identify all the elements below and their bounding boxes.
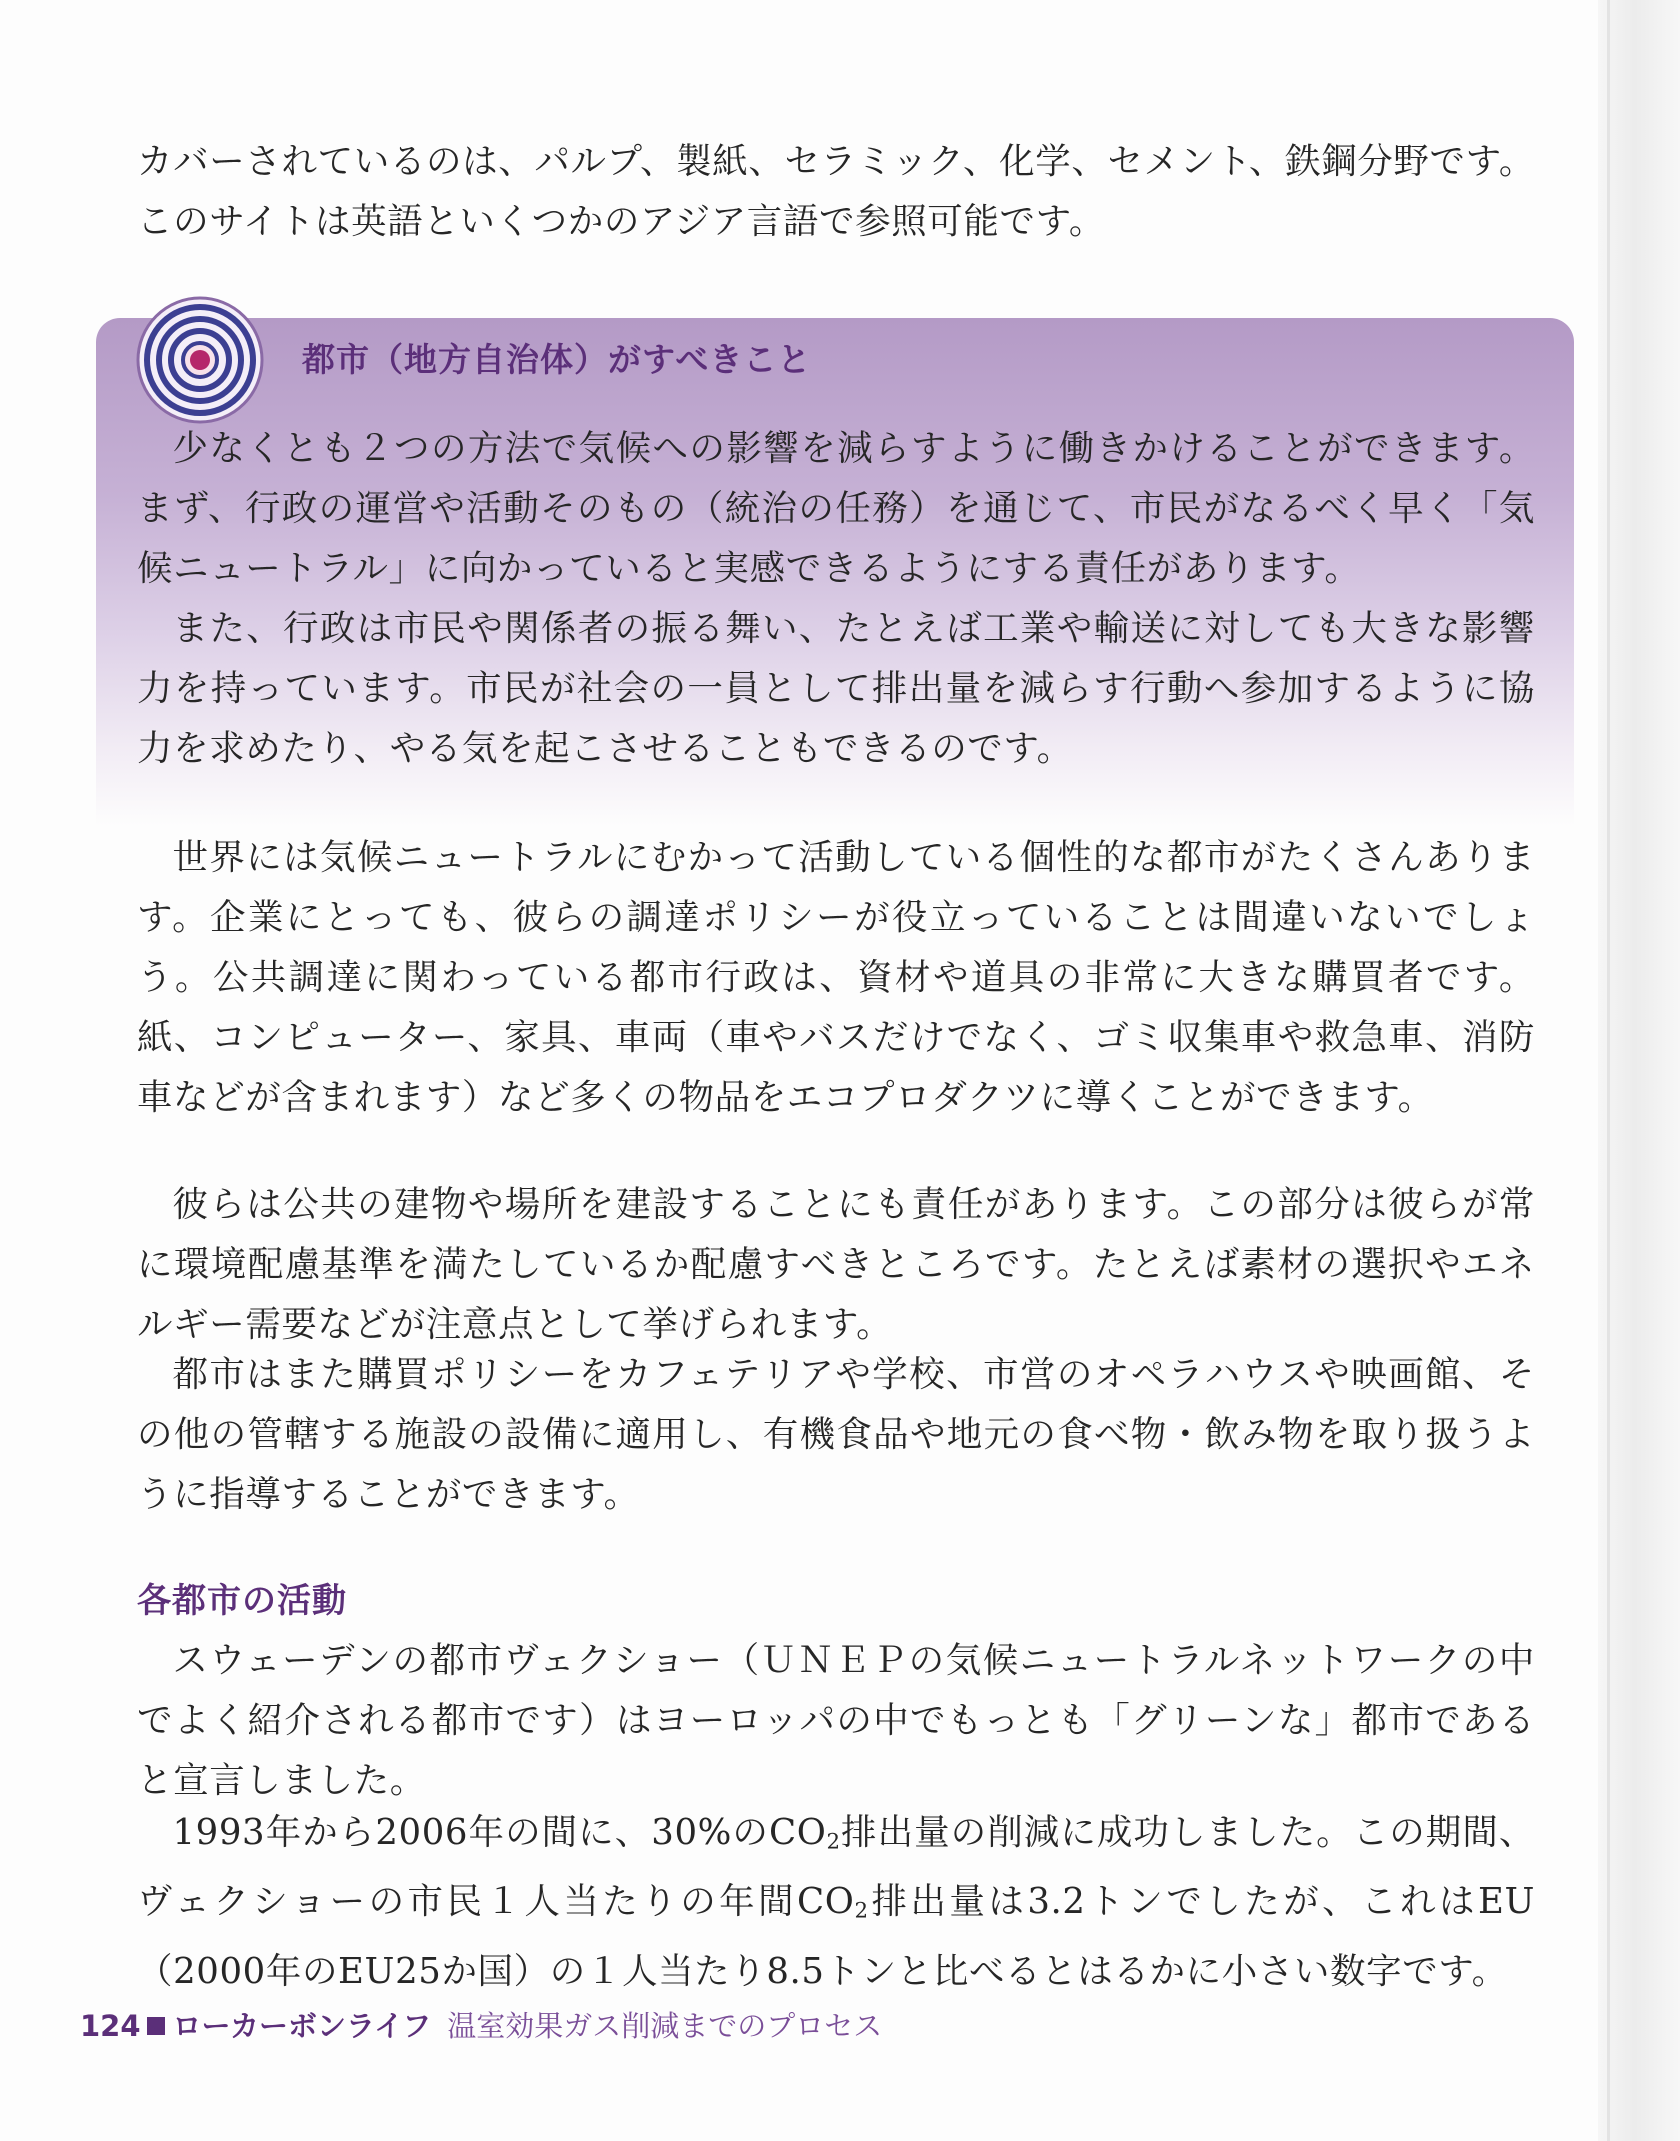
section-paragraph-2-part-c: 排出量は3.2トンでしたが、これはEU（2000年のEU25か国）の１人当たり8.5トンと比べるとはるかに小さい数字です。 xyxy=(137,1881,1535,1992)
co2-subscript: 2 xyxy=(854,1898,869,1924)
footer-book-title: ローカーボンライフ xyxy=(172,2009,432,2043)
body-paragraph-1: 世界には気候ニュートラルにむかって活動している個性的な都市がたくさんあります。企業にとっても、彼らの調達ポリシーが役立っていることは間違いないでしょう。公共調達に関わっている都市行政は、資材や道具の非常に大きな購買者です。紙、コンピューター、家具、車両（車やバスだけでなく、ゴミ収集車や救急車、消防車などが含まれます）など多くの物品をエコプロダクツに導くことができます。 xyxy=(137,837,1535,1118)
co2-subscript: 2 xyxy=(826,1829,841,1855)
page-footer xyxy=(80,2004,882,2048)
callout-title: 都市（地方自治体）がすべきこと xyxy=(302,340,812,379)
section-paragraph-2-part-a: 1993年から2006年の間に、30%のCO xyxy=(172,1812,827,1853)
body-paragraph-3: 都市はまた購買ポリシーをカフェテリアや学校、市営のオペラハウスや映画館、その他の管轄する施設の設備に適用し、有機食品や地元の食べ物・飲み物を取り扱うように指導することができます。 xyxy=(137,1354,1535,1515)
callout-paragraph-1: 少なくとも２つの方法で気候への影響を減らすように働きかけることができます。まず、行政の運営や活動そのもの（統治の任務）を通じて、市民がなるべく早く「気候ニュートラル」に向かっていると実感できるようにする責任があります。 xyxy=(137,428,1535,589)
footer-subtitle: 温室効果ガス削減までのプロセス xyxy=(447,2009,883,2043)
page-gutter xyxy=(1598,0,1680,2141)
page-number: 124 xyxy=(80,2009,141,2043)
square-bullet-icon xyxy=(147,2017,165,2035)
section-paragraph-1: スウェーデンの都市ヴェクショー（ＵＮＥＰの気候ニュートラルネットワークの中でよく紹介される都市です）はヨーロッパの中でもっとも「グリーンな」都市であると宣言しました。 xyxy=(137,1640,1535,1801)
binding-edge xyxy=(1607,0,1610,2141)
section-paragraph-2-part-b: 排出量の削減に成功しました。この期間、ヴェクショーの市民１人当たりの年間CO xyxy=(137,1812,1535,1923)
intro-paragraph: カバーされているのは、パルプ、製紙、セラミック、化学、セメント、鉄鋼分野です。このサイトは英語といくつかのアジア言語で参照可能です。 xyxy=(137,141,1535,242)
section-heading: 各都市の活動 xyxy=(137,1581,347,1621)
callout-paragraph-2: また、行政は市民や関係者の振る舞い、たとえば工業や輸送に対しても大きな影響力を持っています。市民が社会の一員として排出量を減らす行動へ参加するように協力を求めたり、やる気を起こさせることもできるのです。 xyxy=(137,608,1535,769)
target-icon xyxy=(136,296,264,424)
body-paragraph-2: 彼らは公共の建物や場所を建設することにも責任があります。この部分は彼らが常に環境配慮基準を満たしているか配慮すべきところです。たとえば素材の選択やエネルギー需要などが注意点として挙げられます。 xyxy=(137,1184,1535,1345)
section-paragraph-2 xyxy=(137,1803,1535,2002)
